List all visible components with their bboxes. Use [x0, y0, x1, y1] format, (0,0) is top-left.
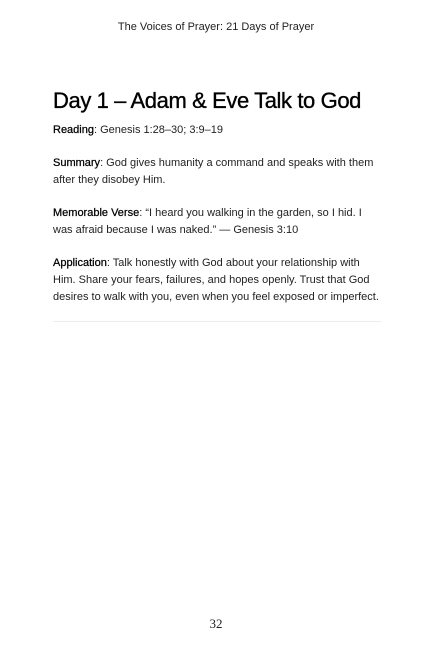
day-section [53, 88, 381, 322]
application-label: Application [53, 257, 107, 269]
reading-label: Reading [53, 124, 94, 136]
reading-text: : Genesis 1:28–30; 3:9–19 [93, 124, 224, 136]
memorable-verse-paragraph [53, 205, 381, 239]
application-paragraph [53, 255, 381, 306]
application-text: : Talk honestly with God about your relationship with Him. Share your fears, failures, and hopes openly. Trust that God desires to walk with you, even when you feel exposed or imperfect. [53, 257, 379, 303]
summary-paragraph [53, 155, 381, 189]
section-divider [53, 321, 381, 322]
page-number: 32 [209, 616, 223, 631]
running-header: The Voices of Prayer: 21 Days of Prayer [117, 21, 315, 33]
reading-paragraph [53, 122, 381, 139]
memorable-verse-label: Memorable Verse [53, 207, 140, 219]
memorable-verse-text: : “I heard you walking in the garden, so I hid. I was afraid because I was naked.” — Genesis 3:10 [53, 207, 362, 236]
summary-label: Summary [53, 157, 101, 169]
summary-text: : God gives humanity a command and speaks with them after they disobey Him. [53, 157, 374, 186]
day-title: Day 1 – Adam & Eve Talk to God [53, 88, 361, 113]
